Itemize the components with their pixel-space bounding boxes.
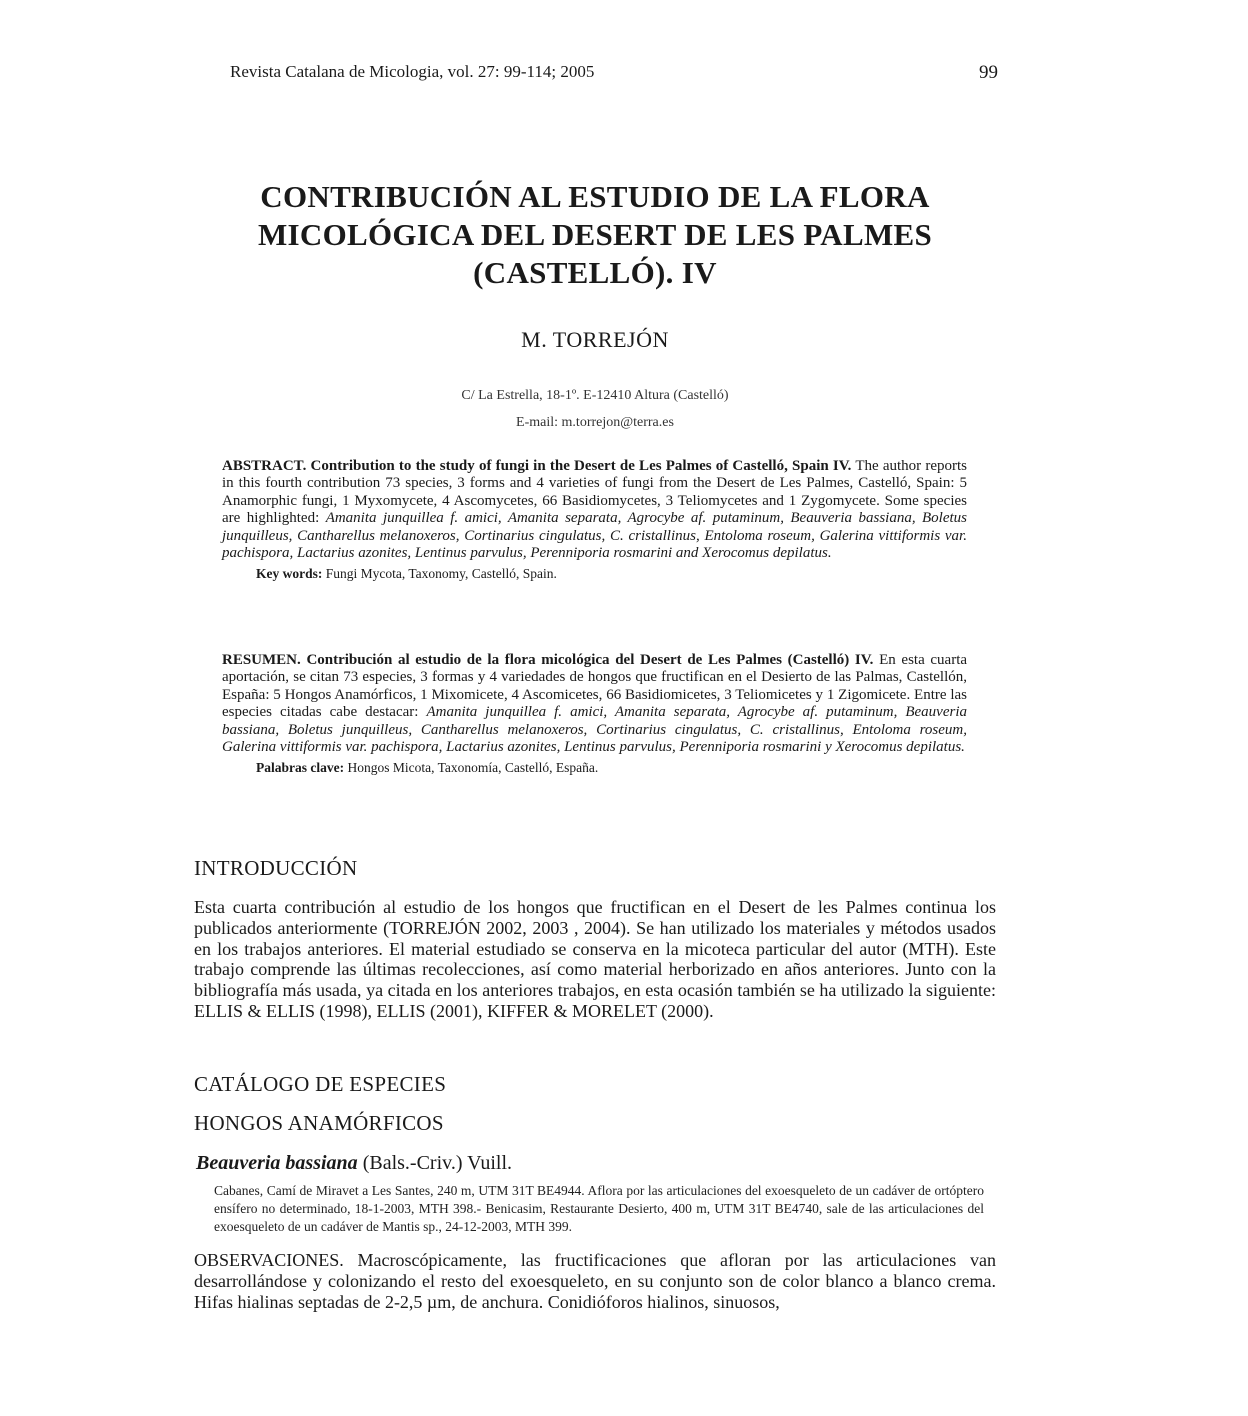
- collection-record: Cabanes, Camí de Miravet a Les Santes, 240 m, UTM 31T BE4944. Aflora por las articulaciones del exoesqueleto de un cadáver de ortóptero ensífero no determinado, 18-1-2003, MTH 398.- Benicasim, Restaurante Desierto, 400 m, UTM 31T BE4740, sale de las articulaciones del exoesqueleto de un cadáver de Mantis sp., 24-12-2003, MTH 399.: [214, 1183, 984, 1234]
- journal-citation: Revista Catalana de Micologia, vol. 27: 99-114; 2005: [230, 62, 595, 81]
- abstract-body: [222, 458, 967, 562]
- palabras-clave-text: Hongos Micota, Taxonomía, Castelló, España.: [347, 760, 599, 776]
- author-name: M. TORREJÓN: [521, 327, 669, 352]
- species-entry-title: [196, 1152, 512, 1175]
- hongos-anamorficos-heading: HONGOS ANAMÓRFICOS: [194, 1111, 444, 1135]
- abstract-title: Contribution to the study of fungi in the Desert de Les Palmes of Castelló, Spain IV.: [310, 458, 852, 474]
- title-line-2: MICOLÓGICA DEL DESERT DE LES PALMES: [257, 217, 933, 252]
- paper-title: [230, 178, 960, 292]
- abstract: [222, 458, 967, 583]
- resumen-text: En esta cuarta aportación, se citan 73 especies, 3 formas y 4 variedades de hongos que fructifican en el Desierto de las Palmas, Castellón, España: 5 Hongos Anamórficos, 1 Mixomicete, 4 Ascomicetes, 66 Basidiomicetes, 3 Teliomicetes y 1 Zigomicete. Entre las especies citadas cabe destacar:: [222, 652, 968, 721]
- email-line: E-mail: m.torrejon@terra.es: [516, 415, 674, 430]
- author-address: [230, 382, 960, 436]
- title-line-1: CONTRIBUCIÓN AL ESTUDIO DE LA FLORA: [260, 179, 930, 214]
- palabras-clave: [222, 759, 967, 776]
- resumen-label: RESUMEN.: [222, 652, 301, 668]
- observaciones-text: Macroscópicamente, las fructificaciones que afloran por las articulaciones van desarrollándose y colonizando el resto del exoesqueleto, en su conjunto son de color blanco a blanco crema. Hifas hialinas septadas de 2-2,5 µm, de anchura. Conidióforos hialinos, sinuosos,: [194, 1250, 997, 1312]
- species-name: Beauveria bassiana: [196, 1152, 358, 1174]
- running-head: [230, 62, 998, 84]
- observaciones: [194, 1250, 996, 1312]
- species-author: (Bals.-Criv.) Vuill.: [362, 1152, 513, 1174]
- keywords-text: Fungi Mycota, Taxonomy, Castelló, Spain.: [325, 566, 557, 582]
- abstract-label: ABSTRACT.: [222, 458, 307, 474]
- resumen-title: Contribución al estudio de la flora micológica del Desert de Les Palmes (Castelló) IV.: [306, 652, 874, 668]
- abstract-species: Amanita junquillea f. amici, Amanita separata, Agrocybe af. putaminum, Beauveria bassiana, Boletus junquilleus, Cantharellus melanoxeros, Cortinarius cingulatus, C. cristallinus, Entoloma roseum, Galerina vittiformis var. pachispora, Lactarius azonites, Lentinus parvulus, Perenniporia rosmarini and Xerocomus depilatus.: [222, 510, 967, 562]
- introduccion-text: Esta cuarta contribución al estudio de los hongos que fructifican en el Desert de les Palmes continua los publicados anteriormente (TORREJÓN 2002, 2003 , 2004). Se han utilizado los materiales y métodos usados en los trabajos anteriores. El material estudiado se conserva en la micoteca particular del autor (MTH). Este trabajo comprende las últimas recolecciones, así como material herborizado en años anteriores. Junto con la bibliografía más usada, ya citada en los anteriores trabajos, en esta ocasión también se ha utilizado la siguiente: ELLIS & ELLIS (1998), ELLIS (2001), KIFFER & MORELET (2000).: [194, 897, 996, 1021]
- page-number: 99: [979, 62, 998, 83]
- introduccion-heading: INTRODUCCIÓN: [194, 856, 358, 880]
- palabras-clave-label: Palabras clave:: [256, 760, 345, 776]
- keywords: [222, 565, 967, 582]
- address-line: C/ La Estrella, 18-1º. E-12410 Altura (Castelló): [461, 388, 729, 403]
- keywords-label: Key words:: [256, 566, 323, 582]
- resumen-species: Amanita junquillea f. amici, Amanita separata, Agrocybe af. putaminum, Beauveria bassiana, Boletus junquilleus, Cantharellus melanoxeros, Cortinarius cingulatus, C. cristallinus, Entoloma roseum, Galerina vittiformis var. pachispora, Lactarius azonites, Lentinus parvulus, Perenniporia rosmarini y Xerocomus depilatus.: [222, 704, 967, 756]
- observaciones-label: OBSERVACIONES.: [194, 1250, 344, 1270]
- catalogo-heading: CATÁLOGO DE ESPECIES: [194, 1072, 447, 1096]
- resumen: [222, 652, 967, 777]
- abstract-text: The author reports in this fourth contribution 73 species, 3 forms and 4 varieties of fungi from the Desert de Les Palmes, Castelló, Spain: 5 Anamorphic fungi, 1 Myxomycete, 4 Ascomycetes, 66 Basidiomycetes, 3 Teliomycetes and 1 Zygomycete. Some species are highlighted:: [222, 458, 967, 527]
- title-line-3: (CASTELLÓ). IV: [473, 255, 717, 290]
- resumen-body: [222, 652, 967, 756]
